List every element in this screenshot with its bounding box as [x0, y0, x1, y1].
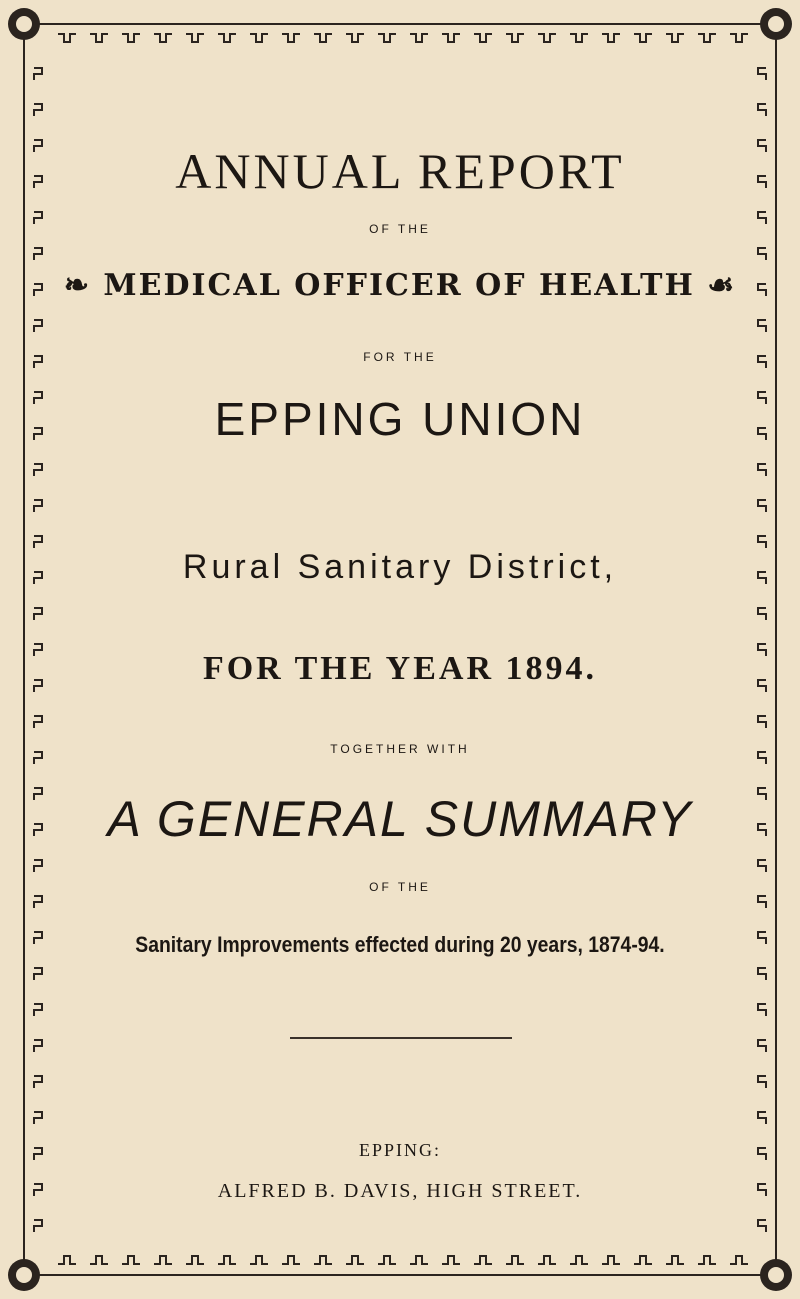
corner-ornament-top-right [760, 8, 792, 40]
general-summary-heading: A GENERAL SUMMARY [107, 791, 693, 847]
divider-rule [290, 1037, 512, 1039]
of-the-label-2: OF THE [369, 880, 431, 894]
improvements-line: Sanitary Improvements effected during 20 years, 1874-94. [135, 932, 665, 957]
district-heading: Rural Sanitary District, [182, 548, 618, 586]
medical-officer-text: MEDICAL OFFICER OF HEALTH [103, 268, 695, 303]
together-with-label: TOGETHER WITH [330, 742, 470, 756]
for-the-label: FOR THE [363, 350, 437, 364]
publisher-line: ALFRED B. DAVIS, HIGH STREET. [217, 1180, 583, 1202]
epping-union-heading: EPPING UNION [214, 393, 586, 445]
report-title: ANNUAL REPORT [175, 143, 625, 199]
publication-place: EPPING: [358, 1140, 441, 1160]
for-the-year-heading: FOR THE YEAR 1894. [202, 650, 598, 687]
medical-officer-heading [60, 268, 740, 303]
fleuron-right-icon: ☙ [707, 268, 737, 303]
corner-ornament-bottom-right [760, 1259, 792, 1291]
corner-ornament-top-left [8, 8, 40, 40]
of-the-label-1: OF THE [369, 222, 431, 236]
corner-ornament-bottom-left [8, 1259, 40, 1291]
fleuron-left-icon: ❧ [63, 268, 91, 303]
